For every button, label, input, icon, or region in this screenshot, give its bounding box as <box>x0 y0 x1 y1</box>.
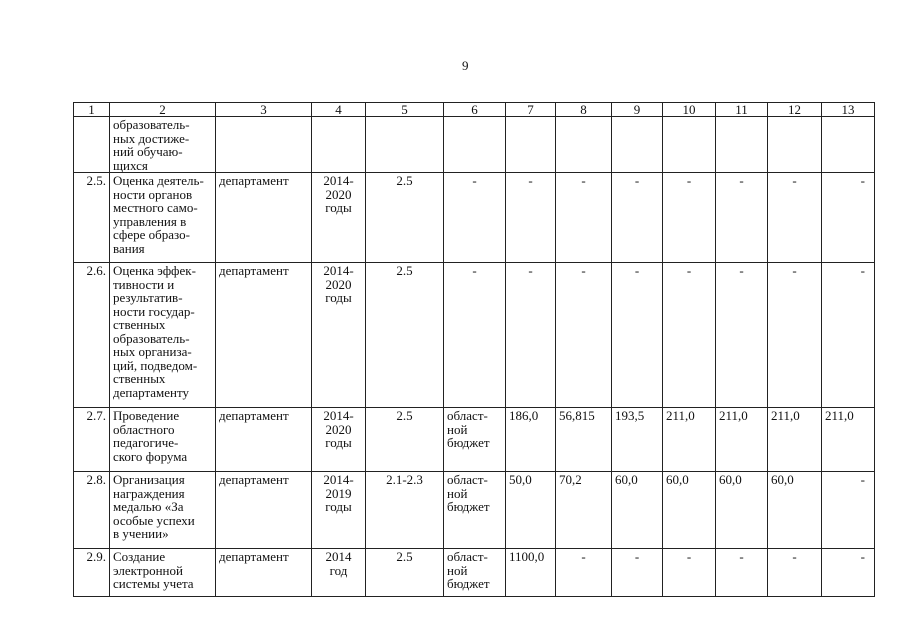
event-name: Оценка эффек- тивности и результатив- ности государ- ственных образователь- ных организа- ций, подведом- ственных департаменту <box>110 263 216 408</box>
header-cell: 5 <box>366 103 444 117</box>
value-cell: 193,5 <box>612 408 663 472</box>
cell <box>716 117 768 173</box>
cell <box>768 117 822 173</box>
table-row <box>74 408 875 472</box>
header-cell: 1 <box>74 103 110 117</box>
funding-source: област- ной бюджет <box>444 549 506 597</box>
executor: департамент <box>216 173 312 263</box>
value-cell: - <box>663 173 716 263</box>
header-row <box>74 103 875 117</box>
value-cell: - <box>556 263 612 408</box>
value-cell: 60,0 <box>612 472 663 549</box>
value-cell: 211,0 <box>822 408 875 472</box>
indicator: 2.5 <box>366 549 444 597</box>
indicator: 2.1-2.3 <box>366 472 444 549</box>
program-table <box>73 102 875 597</box>
value-cell: - <box>663 549 716 597</box>
indicator: 2.5 <box>366 173 444 263</box>
years: 2014 год <box>312 549 366 597</box>
cell <box>444 117 506 173</box>
value-cell: - <box>822 263 875 408</box>
value-cell: - <box>556 173 612 263</box>
cell <box>556 117 612 173</box>
header-cell: 2 <box>110 103 216 117</box>
years: 2014- 2020 годы <box>312 263 366 408</box>
value-cell: 1100,0 <box>506 549 556 597</box>
value-cell: 211,0 <box>663 408 716 472</box>
value-cell: 56,815 <box>556 408 612 472</box>
table-row <box>74 549 875 597</box>
header-cell: 8 <box>556 103 612 117</box>
continuation-row <box>74 117 875 173</box>
value-cell: - <box>612 173 663 263</box>
value-cell: - <box>716 263 768 408</box>
header-cell: 13 <box>822 103 875 117</box>
page-number: 9 <box>462 58 469 73</box>
value-cell: - <box>822 472 875 549</box>
value-cell: - <box>822 173 875 263</box>
value-cell: 60,0 <box>663 472 716 549</box>
value-cell: 70,2 <box>556 472 612 549</box>
value-cell: - <box>506 173 556 263</box>
years: 2014- 2020 годы <box>312 408 366 472</box>
header-cell: 3 <box>216 103 312 117</box>
row-number: 2.7. <box>74 408 110 472</box>
value-cell: 211,0 <box>716 408 768 472</box>
value-cell: 60,0 <box>716 472 768 549</box>
header-cell: 6 <box>444 103 506 117</box>
row-number: 2.5. <box>74 173 110 263</box>
header-cell: 12 <box>768 103 822 117</box>
cell <box>663 117 716 173</box>
table-row <box>74 173 875 263</box>
funding-source: област- ной бюджет <box>444 472 506 549</box>
cell <box>612 117 663 173</box>
executor: департамент <box>216 263 312 408</box>
row-number: 2.6. <box>74 263 110 408</box>
value-cell: - <box>663 263 716 408</box>
value-cell: - <box>768 263 822 408</box>
years: 2014- 2019 годы <box>312 472 366 549</box>
header-cell: 9 <box>612 103 663 117</box>
cell <box>506 117 556 173</box>
value-cell: - <box>612 549 663 597</box>
value-cell: - <box>768 173 822 263</box>
row-number: 2.9. <box>74 549 110 597</box>
value-cell: - <box>822 549 875 597</box>
cell <box>312 117 366 173</box>
row-number: 2.8. <box>74 472 110 549</box>
cell <box>216 117 312 173</box>
indicator: 2.5 <box>366 408 444 472</box>
event-name: Проведение областного педагогиче- ского форума <box>110 408 216 472</box>
funding-source: област- ной бюджет <box>444 408 506 472</box>
value-cell: - <box>506 263 556 408</box>
years: 2014- 2020 годы <box>312 173 366 263</box>
cont-name-cell: образователь- ных достиже- ний обучаю- щихся <box>110 117 216 173</box>
value-cell: - <box>556 549 612 597</box>
value-cell: - <box>768 549 822 597</box>
header-cell: 11 <box>716 103 768 117</box>
event-name: Создание электронной системы учета <box>110 549 216 597</box>
executor: департамент <box>216 549 312 597</box>
value-cell: - <box>716 173 768 263</box>
value-cell: - <box>612 263 663 408</box>
header-cell: 4 <box>312 103 366 117</box>
cell <box>366 117 444 173</box>
funding-source: - <box>444 263 506 408</box>
cell <box>74 117 110 173</box>
value-cell: - <box>716 549 768 597</box>
value-cell: 186,0 <box>506 408 556 472</box>
value-cell: 60,0 <box>768 472 822 549</box>
header-cell: 10 <box>663 103 716 117</box>
table-row <box>74 472 875 549</box>
executor: департамент <box>216 408 312 472</box>
indicator: 2.5 <box>366 263 444 408</box>
cell <box>822 117 875 173</box>
header-cell: 7 <box>506 103 556 117</box>
value-cell: 50,0 <box>506 472 556 549</box>
funding-source: - <box>444 173 506 263</box>
event-name: Организация награждения медалью «За особые успехи в учении» <box>110 472 216 549</box>
table-row <box>74 263 875 408</box>
value-cell: 211,0 <box>768 408 822 472</box>
executor: департамент <box>216 472 312 549</box>
event-name: Оценка деятель- ности органов местного само- управления в сфере образо- вания <box>110 173 216 263</box>
